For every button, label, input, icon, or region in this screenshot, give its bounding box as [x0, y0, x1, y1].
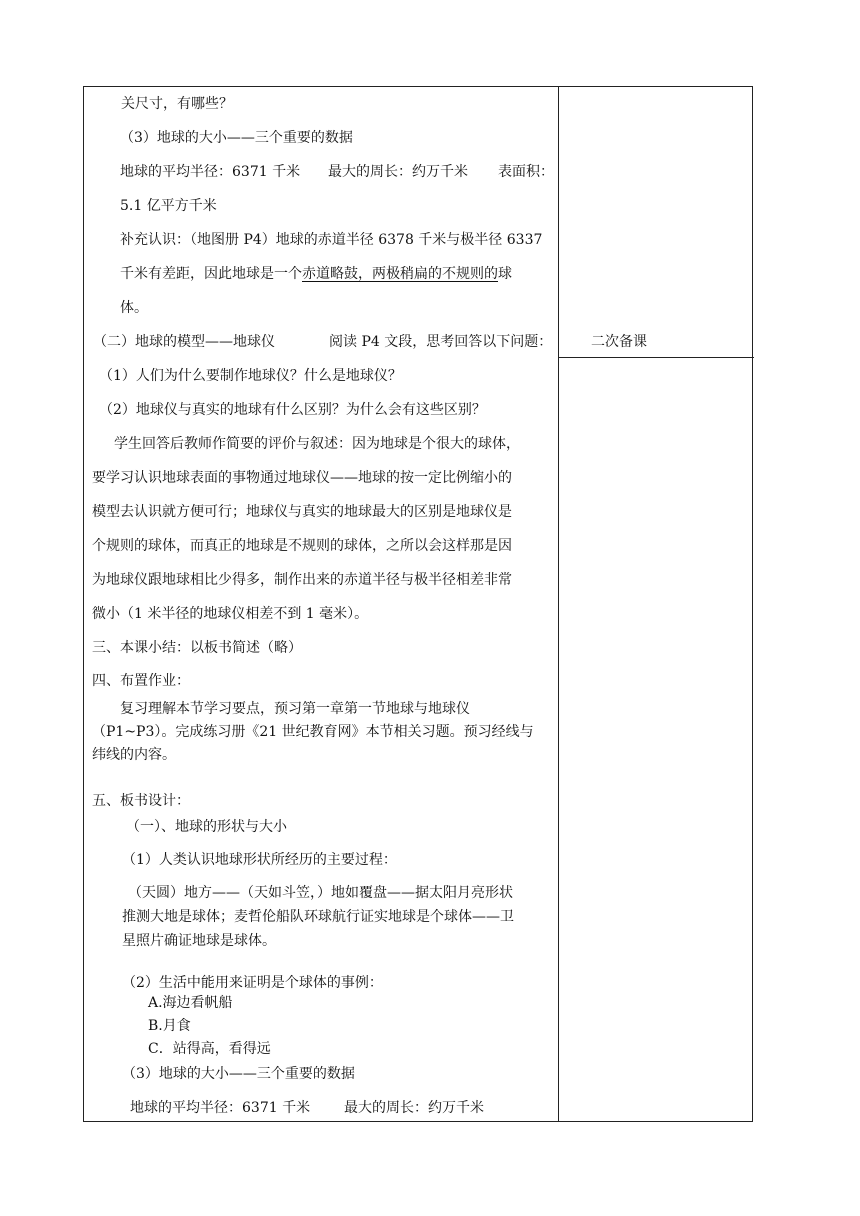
text-line: （1）人们为什么要制作地球仪？什么是地球仪？	[99, 368, 402, 384]
column-divider	[558, 87, 559, 1121]
section-heading: 五、板书设计：	[92, 793, 190, 809]
text-line: 千米有差距，因此地球是一个赤道略鼓，两极稍扁的不规则的球	[120, 266, 512, 282]
text-line: 关尺寸，有哪些？	[121, 96, 233, 112]
text-line: （2）地球仪与真实的地球有什么区别？为什么会有这些区别？	[99, 402, 486, 418]
text-line: 模型去认识就方便可行；地球仪与真实的地球最大的区别是地球仪是	[92, 504, 512, 520]
underlined-text: 赤道略鼓，两极稍扁的不规则的	[302, 266, 498, 282]
text-line: 最大的周长：约万千米	[344, 1100, 484, 1116]
text-line: 学生回答后教师作简要的评价与叙述：因为地球是个很大的球体，	[114, 436, 520, 452]
text-line: （天圆）地方——（天如斗笠，）地如覆盘——据太阳月亮形状	[128, 885, 513, 901]
text-line: 补充认识：（地图册 P4）地球的赤道半径 6378 千米与极半径 6337	[120, 232, 543, 248]
text-line: 阅读 P4 文段，思考回答以下问题：	[329, 334, 553, 350]
text-line: （2）生活中能用来证明是个球体的事例：	[122, 975, 383, 991]
text-line: 最大的周长：约万千米	[328, 164, 468, 180]
text-line: 推测大地是球体；麦哲伦船队环球航行证实地球是个球体——卫	[122, 909, 514, 925]
list-item: B.月食	[148, 1018, 191, 1034]
text-line: 地球的平均半径：6371 千米	[130, 1100, 311, 1116]
text-line: （P1~P3）。完成练习册《21 世纪教育网》本节相关习题。预习经线与	[92, 724, 534, 740]
secondary-prep-label: 二次备课	[591, 334, 647, 350]
side-row-divider	[558, 357, 754, 358]
text-line: （1）人类认识地球形状所经历的主要过程：	[122, 852, 397, 868]
text-line: 复习理解本节学习要点，预习第一章第一节地球与地球仪	[120, 701, 470, 717]
text-line: 表面积：	[498, 164, 554, 180]
subsection-heading: （一）、地球的形状与大小	[126, 819, 287, 835]
text-line: 要学习认识地球表面的事物通过地球仪——地球的按一定比例缩小的	[92, 470, 512, 486]
text-line: （3）地球的大小——三个重要的数据	[120, 130, 353, 146]
list-item: C．站得高，看得远	[148, 1041, 271, 1057]
text-line: 星照片确证地球是球体。	[122, 933, 276, 949]
section-heading: （二）地球的模型——地球仪	[93, 334, 275, 350]
list-item: A.海边看帆船	[148, 995, 233, 1011]
text-line: 纬线的内容。	[92, 747, 176, 763]
text-line: 个规则的球体，而真正的地球是不规则的球体，之所以会这样那是因	[92, 538, 512, 554]
text-line: 地球的平均半径：6371 千米	[120, 164, 301, 180]
text-line: 为地球仪跟地球相比少得多，制作出来的赤道半径与极半径相差非常	[92, 572, 512, 588]
section-heading: 三、本课小结：以板书简述（略）	[92, 640, 302, 656]
text-line: （3）地球的大小——三个重要的数据	[122, 1066, 355, 1082]
text-line: 5.1 亿平方千米	[120, 198, 217, 214]
section-heading: 四、布置作业：	[92, 673, 190, 689]
text-line: 体。	[120, 300, 148, 316]
text-line: 微小（1 米半径的地球仪相差不到 1 毫米）。	[92, 606, 369, 622]
